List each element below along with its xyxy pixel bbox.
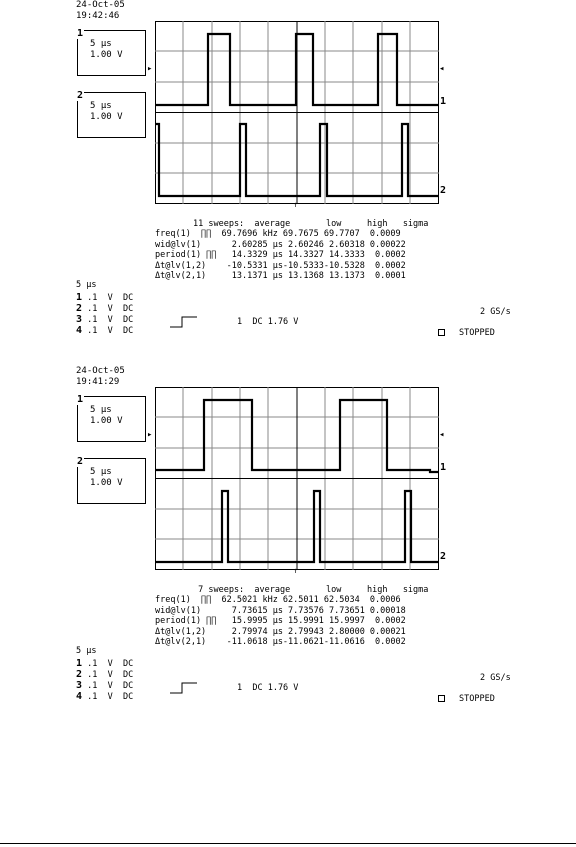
- trace2-timebase: 5 μs: [90, 101, 112, 111]
- channel-setting-1[interactable]: 1 .1 V DC: [76, 658, 134, 669]
- measurement-row: Δt@lv(1,2) -10.5331 μs-10.5333-10.5328 0.0002: [155, 261, 406, 271]
- trace2-timebase: 5 μs: [90, 467, 112, 477]
- ch1-ground-marker: 1: [440, 96, 447, 107]
- trigger-level-marker-right: ◂: [439, 64, 445, 74]
- trigger-edge-icon: [170, 682, 198, 694]
- trace1-timebase: 5 μs: [90, 39, 112, 49]
- trace2-volts: 1.00 V: [90, 478, 123, 488]
- measurement-row: Δt@lv(1,2) 2.79974 μs 2.79943 2.80000 0.00021: [155, 627, 406, 637]
- acquisition-status: STOPPED: [438, 328, 495, 338]
- trace2-box[interactable]: [77, 92, 146, 138]
- measurement-row: Δt@lv(2,1) 13.1371 μs 13.1368 13.1373 0.0001: [155, 271, 406, 281]
- time-label: 19:41:29: [76, 377, 120, 387]
- channel-setting-4[interactable]: 4 .1 V DC: [76, 325, 134, 336]
- sample-rate: 2 GS/s: [480, 307, 511, 317]
- measurement-row: period(1) ∏∏ 15.9995 μs 15.9991 15.9997 0.0002: [155, 616, 406, 626]
- waveform-grid: [155, 387, 439, 579]
- sweeps-header: 7 sweeps: average low high sigma: [193, 585, 429, 595]
- date-label: 24-Oct-05: [76, 366, 125, 376]
- trace1-volts: 1.00 V: [90, 50, 123, 60]
- channel-setting-2[interactable]: 2 .1 V DC: [76, 303, 134, 314]
- measurement-row: freq(1) ∏∏ 62.5021 kHz 62.5011 62.5034 0.0006: [155, 595, 401, 605]
- trigger-level-marker-left: ▸: [147, 430, 153, 440]
- scope-screen-2: [0, 366, 576, 706]
- measurement-row: freq(1) ∏∏ 69.7696 kHz 69.7675 69.7707 0.0009: [155, 229, 401, 239]
- trigger-position-arrow: ↑: [293, 566, 298, 575]
- trace2-volts: 1.00 V: [90, 112, 123, 122]
- trigger-level-marker-left: ▸: [147, 64, 153, 74]
- ch2-ground-marker: 2: [440, 185, 447, 196]
- measurement-row: wid@lv(1) 7.73615 μs 7.73576 7.73651 0.00018: [155, 606, 406, 616]
- sweeps-header: 11 sweeps: average low high sigma: [193, 219, 429, 229]
- trace1-number: 1: [77, 28, 84, 39]
- channel-setting-2[interactable]: 2 .1 V DC: [76, 669, 134, 680]
- status-square-icon: [438, 695, 445, 702]
- trace1-box[interactable]: [77, 30, 146, 76]
- channel-setting-1[interactable]: 1 .1 V DC: [76, 292, 134, 303]
- scope-screen-1: [0, 0, 576, 340]
- timebase-label: 5 μs: [76, 280, 97, 290]
- trace2-number: 2: [77, 90, 84, 101]
- measurement-row: period(1) ∏∏ 14.3329 μs 14.3327 14.3333 0.0002: [155, 250, 406, 260]
- trace1-volts: 1.00 V: [90, 416, 123, 426]
- waveform-ch1: [156, 34, 438, 105]
- ch2-ground-marker: 2: [440, 551, 447, 562]
- trace1-box[interactable]: [77, 396, 146, 442]
- waveform-grid: [155, 21, 439, 213]
- trigger-edge-icon: [170, 316, 198, 328]
- acquisition-status: STOPPED: [438, 694, 495, 704]
- channel-setting-3[interactable]: 3 .1 V DC: [76, 314, 134, 325]
- trigger-setting: 1 DC 1.76 V: [237, 683, 299, 693]
- trigger-position-arrow: ↑: [293, 200, 298, 209]
- status-square-icon: [438, 329, 445, 336]
- measurement-row: Δt@lv(2,1) -11.0618 μs-11.0621-11.0616 0.0002: [155, 637, 406, 647]
- ch1-ground-marker: 1: [440, 462, 447, 473]
- sample-rate: 2 GS/s: [480, 673, 511, 683]
- trace2-number: 2: [77, 456, 84, 467]
- trace1-number: 1: [77, 394, 84, 405]
- measurement-row: wid@lv(1) 2.60285 μs 2.60246 2.60318 0.00022: [155, 240, 406, 250]
- trigger-setting: 1 DC 1.76 V: [237, 317, 299, 327]
- trace2-box[interactable]: [77, 458, 146, 504]
- channel-setting-4[interactable]: 4 .1 V DC: [76, 691, 134, 702]
- trace1-timebase: 5 μs: [90, 405, 112, 415]
- channel-setting-3[interactable]: 3 .1 V DC: [76, 680, 134, 691]
- date-label: 24-Oct-05: [76, 0, 125, 10]
- page-bottom-rule: [0, 843, 576, 844]
- trigger-level-marker-right: ◂: [439, 430, 445, 440]
- timebase-label: 5 μs: [76, 646, 97, 656]
- time-label: 19:42:46: [76, 11, 120, 21]
